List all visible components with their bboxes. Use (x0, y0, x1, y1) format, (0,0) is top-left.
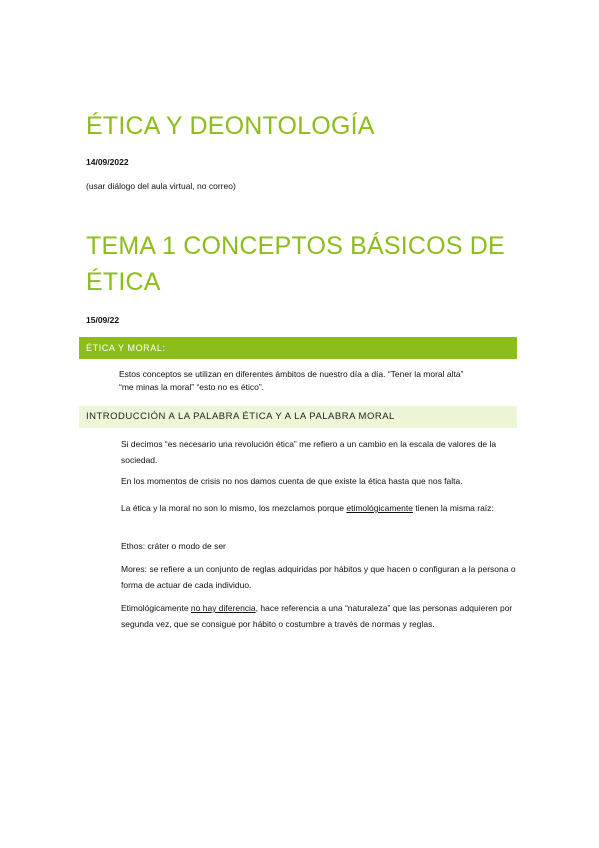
paragraph-ethos: Ethos: cráter o modo de ser (121, 541, 226, 551)
topic-title-line1: TEMA 1 CONCEPTOS BÁSICOS DE (86, 232, 505, 260)
section-heading-etica-moral: ÉTICA Y MORAL: (79, 337, 517, 359)
date-label: 14/09/2022 (86, 157, 129, 167)
paragraph-raiz-end: tienen la misma raíz: (412, 503, 494, 513)
paragraph-crisis: En los momentos de crisis no nos damos cuenta de que existe la ética hasta que nos falta. (121, 476, 463, 486)
note-text: (usar diálogo del aula virtual, no correo) (86, 181, 236, 191)
topic-title (86, 228, 505, 300)
paragraph-raiz-start: La ética y la moral no son lo mismo, los mezclamos porque (121, 503, 347, 513)
paragraph-revolucion: Si decimos “es necesario una revolución ética” me refiero a un cambio en la escala de valores de la sociedad. (121, 439, 497, 465)
document-title: ÉTICA Y DEONTOLOGÍA (86, 112, 375, 140)
paragraph-mores: Mores: se refiere a un conjunto de reglas adquiridas por hábitos y que hacen o configuran a la persona o forma de actuar de cada individuo. (121, 564, 516, 590)
underlined-no-hay-diferencia: no hay diferencia (190, 603, 256, 613)
topic-title-line2: ÉTICA (86, 268, 161, 296)
date-label-2: 15/09/22 (86, 315, 120, 325)
intro-line-2: “me minas la moral” “esto no es ético”. (119, 382, 265, 392)
intro-paragraph (119, 368, 509, 394)
intro-line-1: Estos conceptos se utilizan en diferentes ámbitos de nuestro día a día. “Tener la moral alta” (119, 369, 464, 379)
paragraph-raiz (121, 500, 516, 516)
paragraph-etim-start: Etimológicamente (121, 603, 191, 613)
section-heading-introduccion: INTRODUCCIÓN A LA PALABRA ÉTICA Y A LA PALABRA MORAL (79, 406, 517, 428)
paragraph-etim-end: , hace referencia a una “naturaleza” que las personas adquieren por segunda vez, que se consigue por hábito o costumbre a través de normas y reglas. (121, 603, 513, 629)
underlined-etimologicamente: etimológicamente (346, 503, 413, 513)
paragraph-etimologicamente (121, 600, 516, 632)
